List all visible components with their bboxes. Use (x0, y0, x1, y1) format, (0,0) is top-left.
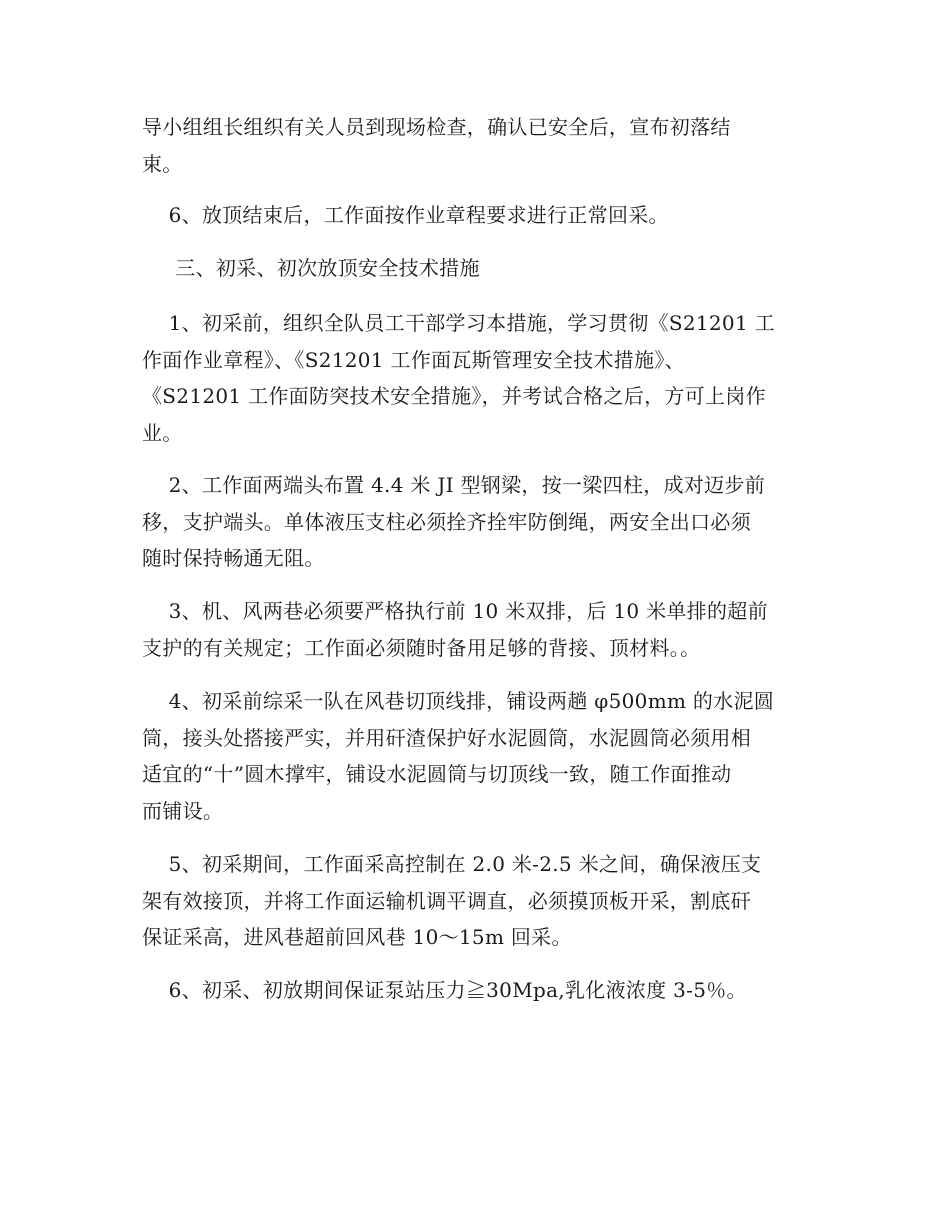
paragraph-4-line-1: 1、初采前，组织全队员工干部学习本措施，学习贯彻《S21201 工 (142, 311, 775, 335)
paragraph-2-line-1: 6、放顶结束后，工作面按作业章程要求进行正常回采。 (142, 203, 669, 227)
paragraph-2 (142, 197, 810, 234)
paragraph-7-line-4: 而铺设。 (142, 798, 224, 823)
paragraph-8-line-2: 架有效接顶，并将工作面运输机调平调直，必须摸顶板开采，割底矸 (142, 888, 751, 913)
paragraph-4-line-4: 业。 (142, 420, 183, 445)
paragraph-9 (142, 972, 810, 1009)
paragraph-1-line-1: 导小组组长组织有关人员到现场检查，确认已安全后，宣布初落结 (142, 115, 731, 139)
paragraph-4 (142, 305, 810, 451)
paragraph-8 (142, 846, 810, 956)
paragraph-6 (142, 593, 810, 666)
paragraph-7-line-1: 4、初采前综采一队在风巷切顶线排，铺设两趟 φ500mm 的水泥圆 (142, 689, 775, 713)
paragraph-7 (142, 683, 810, 829)
paragraph-7-line-2: 筒，接头处搭接严实，并用矸渣保护好水泥圆筒，水泥圆筒必须用相 (142, 725, 751, 750)
paragraph-1 (142, 109, 810, 182)
paragraph-4-line-3: 《S21201 工作面防突技术安全措施》，并考试合格之后，方可上岗作 (142, 384, 766, 408)
paragraph-8-line-3: 保证采高，进风巷超前回风巷 10～15m 回采。 (142, 925, 572, 949)
section-heading-line: 三、初采、初次放顶安全技术措施 (142, 256, 480, 280)
section-heading (142, 250, 810, 287)
paragraph-6-line-1: 3、机、风两巷必须要严格执行前 10 米双排，后 10 米单排的超前 (142, 599, 768, 623)
paragraph-5-line-1: 2、工作面两端头布置 4.4 米 JI 型钢梁，按一梁四柱，成对迈步前 (142, 473, 766, 497)
paragraph-4-line-2: 作面作业章程》、《S21201 工作面瓦斯管理安全技术措施》、 (142, 347, 685, 372)
paragraph-5 (142, 467, 810, 577)
paragraph-1-line-2: 束。 (142, 151, 183, 176)
paragraph-7-line-3: 适宜的“十”圆木撑牢，铺设水泥圆筒与切顶线一致，随工作面推动 (142, 762, 732, 786)
paragraph-5-line-2: 移，支护端头。单体液压支柱必须拴齐拴牢防倒绳，两安全出口必须 (142, 509, 751, 534)
paragraph-6-line-2: 支护的有关规定；工作面必须随时备用足够的背接、顶材料。。 (142, 635, 701, 660)
paragraph-8-line-1: 5、初采期间，工作面采高控制在 2.0 米-2.5 米之间，确保液压支 (142, 852, 762, 876)
paragraph-5-line-3: 随时保持畅通无阻。 (142, 546, 325, 570)
paragraph-9-line-1: 6、初采、初放期间保证泵站压力≧30Mpa,乳化液浓度 3-5％。 (142, 978, 747, 1002)
